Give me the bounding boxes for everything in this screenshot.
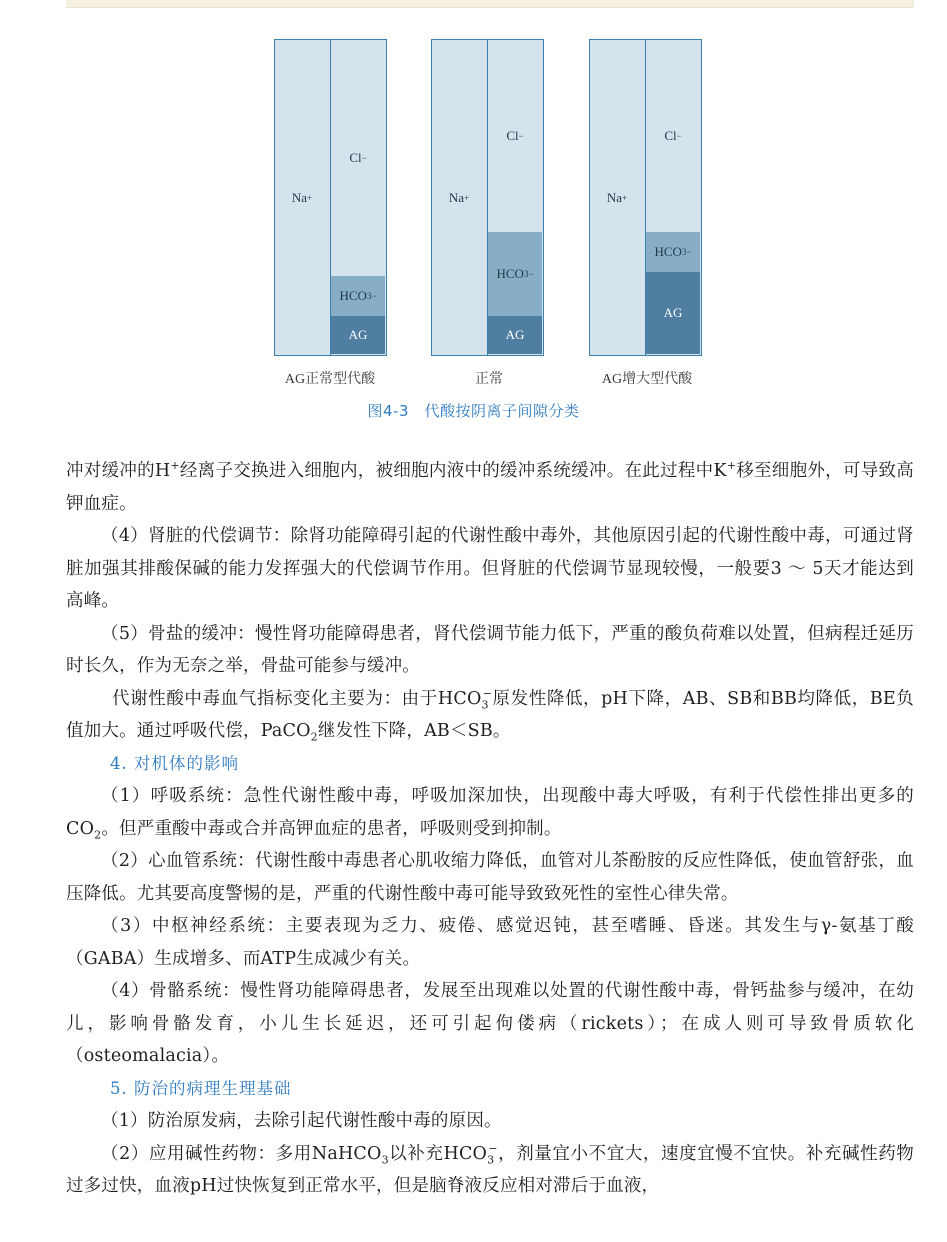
figure-title: 图4-3 代酸按阴离子间隙分类 (367, 402, 580, 420)
paragraph-continuation: 冲对缓冲的H+经离子交换进入细胞内，被细胞内液中的缓冲系统缓冲。在此过程中K+移至细胞外，可导致高钾血症。 (66, 459, 914, 514)
cl-segment: Cl − (349, 150, 367, 165)
cl-segment: Cl − (664, 128, 682, 143)
section-heading-treatment: 5. 防治的病理生理基础 (110, 1078, 292, 1098)
paragraph-respiratory: （1）呼吸系统：急性代谢性酸中毒，呼吸加深加快，出现酸中毒大呼吸，有利于代偿性排出更多的$CO_2$。但严重酸中毒或合并高钾血症的患者，呼吸则受到抑制。 (66, 786, 914, 841)
paragraph-renal-compensation: （4）肾脏的代偿调节：除肾功能障碍引起的代谢性酸中毒外，其他原因引起的代谢性酸中毒，可通过肾脏加强其排酸保碱的能力发挥强大的代偿调节作用。但肾脏的代偿调节显现较慢，一般要3 ～ 5天才能达到高峰。 (66, 526, 914, 611)
anion-column-ag-normal (330, 39, 387, 356)
caption-ag-increased: AG增大型代酸 (601, 372, 693, 387)
section-heading-effects: 4. 对机体的影响 (110, 753, 239, 773)
hco3-segment: HCO 3 − (646, 232, 700, 272)
paragraph-treat-primary: （1）防治原发病，去除引起代谢性酸中毒的原因。 (101, 1111, 502, 1131)
hco3-segment: HCO 3 − (331, 276, 385, 316)
na-column-ag-normal (274, 39, 331, 356)
ag-segment: AG (488, 316, 542, 354)
caption-normal: 正常 (475, 372, 503, 387)
ag-segment: AG (646, 272, 700, 354)
paragraph-blood-gas: 代谢性酸中毒血气指标变化主要为：由于$HCO_3^-$原发性降低，pH下降，AB、SB和BB均降低，BE负值加大。通过呼吸代偿，PaCO$_2$继发性下降，AB＜SB。 (66, 686, 914, 744)
anion-column-normal (487, 39, 544, 356)
na-label: Na + (606, 190, 628, 205)
body-text (66, 455, 914, 1203)
paragraph-bone-buffer: （5）骨盐的缓冲：慢性肾功能障碍患者，肾代偿调节能力低下，严重的酸负荷难以处置，但病程迁延历时长久，作为无奈之举，骨盐可能参与缓冲。 (66, 623, 914, 676)
anion-column-ag-increased (645, 39, 702, 356)
paragraph-cns: （3）中枢神经系统：主要表现为乏力、疲倦、感觉迟钝，甚至嗜睡、昏迷。其发生与γ-氨基丁酸（GABA）生成增多、而ATP生成减少有关。 (66, 916, 914, 969)
paragraph-skeletal: （4）骨骼系统：慢性肾功能障碍患者，发展至出现难以处置的代谢性酸中毒，骨钙盐参与缓冲，在幼儿，影响骨骼发育，小儿生长延迟，还可引起佝偻病（rickets）；在成人则可导致骨质软化（osteomalacia）。 (66, 981, 914, 1066)
paragraph-alkaline-drugs: （2）应用碱性药物：多用NaHCO$_3$以补充$HCO_3^-$，剂量宜小不宜大，速度宜慢不宜快。补充碱性药物过多过快，血液pH过快恢复到正常水平，但是脑脊液反应相对滞后于血液， (66, 1141, 914, 1196)
cl-segment: Cl − (506, 128, 524, 143)
na-column-normal (431, 39, 488, 356)
hco3-segment: HCO 3 − (488, 232, 542, 316)
na-column-ag-increased (589, 39, 646, 356)
anion-gap-figure (0, 0, 947, 430)
ag-segment: AG (331, 316, 385, 354)
paragraph-cardiovascular: （2）心血管系统：代谢性酸中毒患者心肌收缩力降低，血管对儿茶酚胺的反应性降低，使血管舒张，血压降低。尤其要高度警惕的是，严重的代谢性酸中毒可能导致致死性的室性心律失常。 (66, 851, 914, 904)
na-label: Na + (291, 190, 313, 205)
na-label: Na + (448, 190, 470, 205)
caption-ag-normal: AG正常型代酸 (284, 372, 376, 387)
